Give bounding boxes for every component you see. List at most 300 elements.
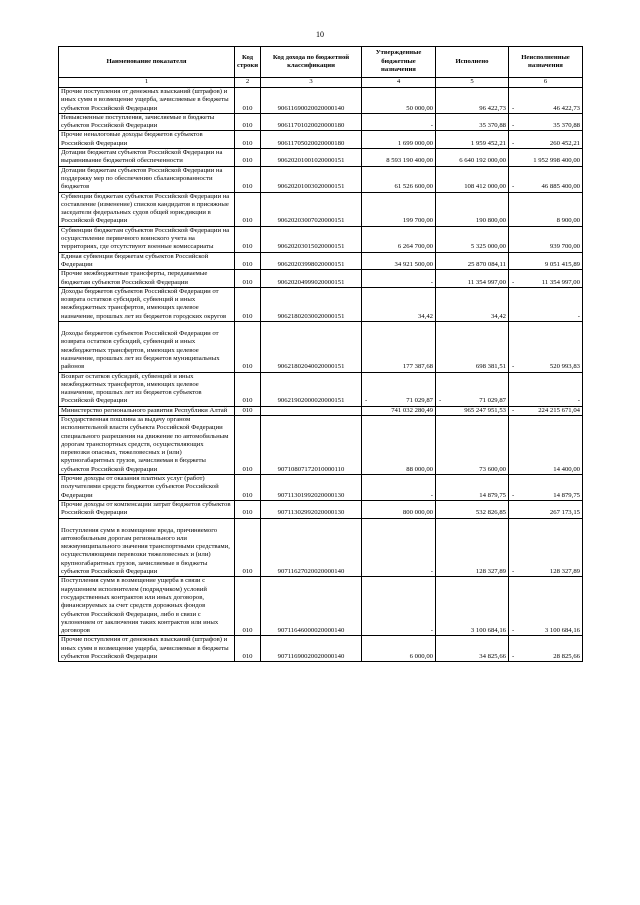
budget-code-cell: 90711646000020000140 <box>261 577 362 636</box>
amount-value: 128 327,89 <box>549 568 580 576</box>
amount-value: 34 825,66 <box>479 653 506 660</box>
negative-sign: - <box>512 122 515 130</box>
indicator-name: Государственная пошлина за выдачу органом исполнительной власти субъекта Российской Федерации специального разрешения на движение по автомобильным дорогам транспортных средств, осуществляющих перевозки опасных, тяжеловесных и (или) крупногабаритных грузов, зачисляемая в бюджеты субъектов Российской Федерации <box>61 415 229 473</box>
table-row <box>59 287 583 321</box>
budget-code-cell: 90620203007020000151 <box>261 192 362 226</box>
unexecuted-cell <box>509 226 583 252</box>
amount-wrap <box>438 313 506 321</box>
approved-cell <box>362 88 436 114</box>
amount-wrap <box>511 627 580 635</box>
approved-cell <box>362 372 436 406</box>
line-code-cell: 010 <box>235 518 261 577</box>
amount-wrap <box>511 466 580 474</box>
unexecuted-cell <box>509 131 583 149</box>
indicator-name-cell <box>59 372 235 406</box>
negative-sign <box>438 627 439 635</box>
indicator-name: Дотации бюджетам субъектов Российской Федерации на выравнивание бюджетной обеспеченности <box>61 149 223 165</box>
indicator-name: Единая субвенция бюджетам субъектов Российской Федерации <box>61 252 209 268</box>
negative-sign: - <box>512 363 515 371</box>
header-budget-code: Код дохода по бюджетной классификации <box>261 47 362 78</box>
amount-wrap <box>364 492 433 500</box>
amount-wrap <box>364 157 433 165</box>
budget-code-cell: 90711302992020000130 <box>261 500 362 518</box>
amount-value: 800 000,00 <box>402 509 433 517</box>
table-row <box>59 252 583 270</box>
amount-value: 14 879,75 <box>553 491 580 499</box>
indicator-name-cell <box>59 131 235 149</box>
executed-cell <box>436 322 509 372</box>
executed-cell <box>436 577 509 636</box>
negative-sign <box>438 157 439 165</box>
unexecuted-cell <box>509 113 583 131</box>
amount-value: 6 640 192 000,00 <box>459 157 506 165</box>
amount-value: 88 000,00 <box>406 465 433 473</box>
negative-sign <box>364 183 365 191</box>
indicator-name: Прочие доходы от компенсации затрат бюджетов субъектов Российской Федерации <box>61 500 231 517</box>
budget-code-cell: 90620203998020000151 <box>261 252 362 270</box>
unexecuted-cell <box>509 322 583 372</box>
approved-cell <box>362 149 436 167</box>
negative-sign <box>364 122 365 130</box>
amount-value: - <box>430 491 433 499</box>
negative-sign: - <box>512 406 515 414</box>
amount-value: 46 885 400,00 <box>541 183 580 191</box>
table-row <box>59 500 583 518</box>
indicator-name: Прочие поступления от денежных взысканий (штрафов) и иных сумм в возмещение ущерба, зачисляемые в бюджеты субъектов Российской Федерации <box>61 88 229 112</box>
amount-wrap <box>364 261 433 269</box>
amount-wrap <box>438 466 506 474</box>
negative-sign <box>438 243 439 251</box>
approved-cell <box>362 287 436 321</box>
amount-wrap <box>511 509 580 517</box>
negative-sign: - <box>512 104 515 112</box>
table-row <box>59 322 583 372</box>
amount-wrap <box>364 183 433 191</box>
executed-cell <box>436 252 509 270</box>
approved-cell <box>362 322 436 372</box>
amount-value: - <box>430 627 433 635</box>
negative-sign <box>364 157 365 165</box>
executed-cell <box>436 406 509 415</box>
amount-wrap <box>438 279 506 287</box>
amount-value: 520 993,83 <box>549 363 580 371</box>
indicator-name-cell <box>59 226 235 252</box>
unexecuted-cell <box>509 415 583 474</box>
table-row <box>59 415 583 474</box>
amount-wrap <box>438 105 506 113</box>
header-row <box>59 47 583 78</box>
column-number: 2 <box>235 78 261 88</box>
budget-code-cell: 90620201001020000151 <box>261 149 362 167</box>
executed-cell <box>436 287 509 321</box>
budget-code-cell <box>261 406 362 415</box>
indicator-name: Дотации бюджетам субъектов Российской Федерации на поддержку мер по обеспечению сбалансированности бюджетов <box>61 166 223 191</box>
negative-sign <box>438 105 439 113</box>
negative-sign <box>438 122 439 130</box>
amount-value: 34,42 <box>490 312 506 320</box>
amount-value: 46 422,73 <box>553 104 580 112</box>
amount-wrap <box>511 397 580 405</box>
negative-sign <box>364 653 365 661</box>
amount-value: 35 370,88 <box>479 122 506 130</box>
indicator-name-cell <box>59 252 235 270</box>
line-code-cell: 010 <box>235 226 261 252</box>
negative-sign <box>438 261 439 269</box>
line-code-cell: 010 <box>235 88 261 114</box>
amount-value: 34,42 <box>417 312 433 320</box>
amount-value: 9 051 415,89 <box>544 260 580 268</box>
amount-wrap <box>511 261 580 269</box>
indicator-name: Доходы бюджетов субъектов Российской Федерации от возврата остатков субсидий, субвенций и иных межбюджетных трансфертов, имеющих целевое назначение, прошлых лет из бюджетов городских округов <box>61 287 227 320</box>
negative-sign <box>438 279 439 287</box>
line-code-cell: 010 <box>235 475 261 501</box>
amount-wrap <box>438 261 506 269</box>
amount-value: 25 870 084,11 <box>467 260 506 268</box>
budget-code-cell: 90711301992020000130 <box>261 475 362 501</box>
negative-sign <box>364 568 365 576</box>
indicator-name: Невыясненные поступления, зачисляемые в бюджеты субъектов Российской Федерации <box>61 113 215 130</box>
amount-value: 177 387,68 <box>402 363 433 371</box>
amount-wrap <box>511 243 580 251</box>
budget-code-cell: 90621802030020000151 <box>261 287 362 321</box>
unexecuted-cell <box>509 252 583 270</box>
line-code-cell: 010 <box>235 131 261 149</box>
unexecuted-cell <box>509 287 583 321</box>
executed-cell <box>436 88 509 114</box>
amount-wrap <box>438 509 506 517</box>
indicator-name-cell <box>59 88 235 114</box>
amount-value: 34 921 500,00 <box>394 260 433 268</box>
amount-value: 14 400,00 <box>553 465 580 473</box>
amount-value: - <box>430 122 433 130</box>
line-code-cell: 010 <box>235 415 261 474</box>
table-row <box>59 372 583 406</box>
amount-value: 28 825,66 <box>553 653 580 660</box>
approved-cell <box>362 270 436 288</box>
executed-cell <box>436 372 509 406</box>
indicator-name-cell <box>59 518 235 577</box>
header-executed: Исполнено <box>436 47 509 78</box>
line-code-cell: 010 <box>235 636 261 662</box>
header-approved: Утвержденные бюджетные назначения <box>362 47 436 78</box>
amount-wrap <box>438 407 506 415</box>
amount-wrap <box>364 122 433 130</box>
row-spacer <box>61 519 232 527</box>
amount-wrap <box>438 217 506 225</box>
negative-sign <box>511 157 512 165</box>
amount-wrap <box>511 105 580 113</box>
unexecuted-cell <box>509 500 583 518</box>
amount-value: 3 100 684,16 <box>470 627 506 635</box>
amount-value: 8 593 190 400,00 <box>386 157 433 165</box>
negative-sign <box>511 397 512 405</box>
indicator-name: Прочие неналоговые доходы бюджетов субъектов Российской Федерации <box>61 131 203 147</box>
header-line-code: Код строки <box>235 47 261 78</box>
unexecuted-cell <box>509 518 583 577</box>
approved-cell <box>362 415 436 474</box>
negative-sign <box>438 407 439 415</box>
amount-value: 1 952 998 400,00 <box>533 157 580 165</box>
amount-wrap <box>438 492 506 500</box>
amount-wrap <box>364 363 433 371</box>
negative-sign <box>511 217 512 225</box>
amount-wrap <box>438 627 506 635</box>
amount-wrap <box>364 279 433 287</box>
indicator-name-cell <box>59 192 235 226</box>
budget-code-cell: 90711690020020000140 <box>261 636 362 662</box>
budget-code-cell: 90621902000020000151 <box>261 372 362 406</box>
unexecuted-cell <box>509 270 583 288</box>
amount-value: 6 000,00 <box>409 653 433 660</box>
indicator-name-cell <box>59 166 235 192</box>
unexecuted-cell <box>509 88 583 114</box>
amount-wrap <box>438 157 506 165</box>
amount-wrap <box>438 363 506 371</box>
negative-sign <box>364 243 365 251</box>
negative-sign <box>364 261 365 269</box>
unexecuted-cell <box>509 149 583 167</box>
amount-value: 939 700,00 <box>549 243 580 251</box>
table-row <box>59 149 583 167</box>
budget-code-cell: 90711627020020000140 <box>261 518 362 577</box>
approved-cell <box>362 131 436 149</box>
unexecuted-cell <box>509 192 583 226</box>
negative-sign: - <box>512 183 515 191</box>
executed-cell <box>436 636 509 662</box>
amount-wrap <box>364 217 433 225</box>
executed-cell <box>436 192 509 226</box>
budget-code-cell: 90611690020020000140 <box>261 88 362 114</box>
table-row <box>59 192 583 226</box>
amount-value: 71 029,87 <box>406 397 433 405</box>
line-code-cell: 010 <box>235 113 261 131</box>
approved-cell <box>362 406 436 415</box>
negative-sign <box>511 243 512 251</box>
budget-code-cell: 90620201003020000151 <box>261 166 362 192</box>
amount-value: 965 247 951,53 <box>464 406 506 414</box>
table-row <box>59 406 583 415</box>
budget-code-cell: 90710807172010000110 <box>261 415 362 474</box>
table-row <box>59 166 583 192</box>
amount-wrap <box>364 627 433 635</box>
amount-wrap <box>364 407 433 415</box>
negative-sign <box>438 140 439 148</box>
executed-cell <box>436 500 509 518</box>
amount-wrap <box>438 183 506 191</box>
amount-value: 260 452,21 <box>549 139 580 147</box>
executed-cell <box>436 149 509 167</box>
indicator-name: Прочие поступления от денежных взысканий (штрафов) и иных сумм в возмещение ущерба, зачисляемые в бюджеты субъектов Российской Федерации <box>61 636 229 660</box>
column-number-row <box>59 78 583 88</box>
unexecuted-cell <box>509 166 583 192</box>
amount-wrap <box>438 397 506 405</box>
amount-wrap <box>364 397 433 405</box>
amount-wrap <box>511 492 580 500</box>
header-indicator-name: Наименование показателя <box>59 47 235 78</box>
executed-cell <box>436 131 509 149</box>
executed-cell <box>436 270 509 288</box>
amount-value: - <box>577 312 580 320</box>
table-row <box>59 113 583 131</box>
amount-wrap <box>438 122 506 130</box>
negative-sign <box>511 313 512 321</box>
amount-wrap <box>364 509 433 517</box>
amount-value: 1 959 452,21 <box>470 139 506 147</box>
amount-value: 224 215 671,04 <box>538 406 580 414</box>
amount-value: 50 000,00 <box>406 104 433 112</box>
unexecuted-cell <box>509 475 583 501</box>
indicator-name-cell <box>59 270 235 288</box>
budget-code-cell: 90620203015020000151 <box>261 226 362 252</box>
indicator-name: Прочие межбюджетные трансферты, передаваемые бюджетам субъектов Российской Федерации <box>61 270 208 286</box>
unexecuted-cell <box>509 577 583 636</box>
indicator-name: Доходы бюджетов субъектов Российской Федерации от возврата остатков субсидий, субвенций и иных межбюджетных трансфертов, имеющих целевое назначение, прошлых лет из бюджетов муниципальных районов <box>61 330 220 371</box>
amount-wrap <box>364 105 433 113</box>
amount-value: 741 032 280,49 <box>391 406 433 414</box>
approved-cell <box>362 475 436 501</box>
approved-cell <box>362 166 436 192</box>
negative-sign <box>438 653 439 661</box>
amount-value: 698 381,51 <box>475 363 506 371</box>
table-row <box>59 518 583 577</box>
table-row <box>59 270 583 288</box>
indicator-name-cell <box>59 406 235 415</box>
indicator-name: Поступления сумм в возмещение вреда, причиняемого автомобильным дорогам регионального или межмуниципального значения транспортными средствами, осуществляющими перевозки тяжеловесных и (или) крупногабаритных грузов, зачисляемые в бюджеты субъектов Российской Федерации <box>61 526 230 576</box>
header-unexecuted: Неисполненные назначения <box>509 47 583 78</box>
amount-wrap <box>511 157 580 165</box>
amount-value: 199 700,00 <box>402 217 433 225</box>
line-code-cell: 010 <box>235 500 261 518</box>
negative-sign <box>438 217 439 225</box>
line-code-cell: 010 <box>235 372 261 406</box>
amount-wrap <box>364 653 433 661</box>
table-row <box>59 131 583 149</box>
negative-sign <box>364 509 365 517</box>
negative-sign <box>364 313 365 321</box>
budget-code-cell: 90611705020020000180 <box>261 131 362 149</box>
amount-value: 14 879,75 <box>479 491 506 499</box>
executed-cell <box>436 166 509 192</box>
approved-cell <box>362 500 436 518</box>
line-code-cell: 010 <box>235 322 261 372</box>
amount-value: - <box>577 397 580 405</box>
negative-sign: - <box>512 278 515 286</box>
negative-sign <box>364 492 365 500</box>
executed-cell <box>436 415 509 474</box>
amount-wrap <box>438 243 506 251</box>
page-number: 10 <box>316 30 324 39</box>
unexecuted-cell <box>509 406 583 415</box>
approved-cell <box>362 226 436 252</box>
amount-wrap <box>364 466 433 474</box>
approved-cell <box>362 636 436 662</box>
amount-value: 190 800,00 <box>475 217 506 225</box>
indicator-name-cell <box>59 287 235 321</box>
amount-value: 61 526 600,00 <box>394 183 433 191</box>
negative-sign: - <box>512 568 515 576</box>
amount-wrap <box>438 568 506 576</box>
negative-sign: - <box>512 627 515 635</box>
negative-sign: - <box>512 139 515 147</box>
amount-value: 71 029,87 <box>479 397 506 405</box>
line-code-cell: 010 <box>235 252 261 270</box>
amount-wrap <box>511 653 580 661</box>
amount-value: 6 264 700,00 <box>397 243 433 251</box>
income-report-table <box>58 46 583 662</box>
indicator-name-cell <box>59 500 235 518</box>
amount-value: - <box>430 278 433 286</box>
negative-sign <box>364 466 365 474</box>
amount-value: 8 900,00 <box>556 217 580 225</box>
indicator-name-cell <box>59 113 235 131</box>
negative-sign <box>364 279 365 287</box>
executed-cell <box>436 226 509 252</box>
amount-wrap <box>438 653 506 661</box>
indicator-name-cell <box>59 149 235 167</box>
negative-sign <box>438 509 439 517</box>
budget-code-cell: 90620204999020000151 <box>261 270 362 288</box>
amount-value: 1 699 000,00 <box>397 139 433 147</box>
negative-sign <box>364 627 365 635</box>
indicator-name: Субвенции бюджетам субъектов Российской Федерации на осуществление первичного воинского учета на территориях, где отсутствуют военные комиссариаты <box>61 226 230 251</box>
approved-cell <box>362 192 436 226</box>
negative-sign <box>438 466 439 474</box>
amount-wrap <box>364 140 433 148</box>
indicator-name: Поступления сумм в возмещение ущерба в связи с нарушением исполнителем (подрядчиком) условий государственных контрактов или иных договоров, финансируемых за счет средств дорожных фондов субъектов Российской Федерации, либо в связи с уклонением от заключения таких контрактов или иных договоров <box>61 577 219 635</box>
indicator-name: Субвенции бюджетам субъектов Российской Федерации на составление (изменение) списков кандидатов в присяжные заседатели федеральных судов общей юрисдикции в Российской Федерации <box>61 192 230 225</box>
negative-sign <box>364 407 365 415</box>
amount-wrap <box>511 183 580 191</box>
negative-sign <box>511 261 512 269</box>
budget-code-cell: 90611701020020000180 <box>261 113 362 131</box>
executed-cell <box>436 475 509 501</box>
amount-wrap <box>511 122 580 130</box>
indicator-name-cell <box>59 577 235 636</box>
negative-sign <box>511 509 512 517</box>
amount-value: 73 600,00 <box>479 465 506 473</box>
amount-value: 11 354 997,00 <box>467 278 506 286</box>
line-code-cell: 010 <box>235 270 261 288</box>
indicator-name: Прочие доходы от оказания платных услуг (работ) получателями средств бюджетов субъектов Российской Федерации <box>61 475 219 499</box>
column-number: 6 <box>509 78 583 88</box>
amount-value: - <box>430 568 433 576</box>
amount-wrap <box>511 407 580 415</box>
report-body <box>59 88 583 662</box>
indicator-name-cell <box>59 475 235 501</box>
negative-sign: - <box>512 491 515 499</box>
table-row <box>59 88 583 114</box>
table-row <box>59 636 583 662</box>
amount-value: 11 354 997,00 <box>541 278 580 286</box>
amount-wrap <box>511 279 580 287</box>
indicator-name: Возврат остатков субсидий, субвенций и иных межбюджетных трансфертов, имеющих целевое назначение, прошлых лет из бюджетов субъектов Российской Федерации <box>61 372 202 405</box>
table-row <box>59 475 583 501</box>
amount-value: 5 325 000,00 <box>470 243 506 251</box>
negative-sign <box>364 105 365 113</box>
budget-code-cell: 90621802040020000151 <box>261 322 362 372</box>
negative-sign <box>438 492 439 500</box>
table-row <box>59 226 583 252</box>
indicator-name: Министерство регионального развития Республики Алтай <box>61 406 228 414</box>
column-number: 1 <box>59 78 235 88</box>
line-code-cell: 010 <box>235 192 261 226</box>
approved-cell <box>362 252 436 270</box>
row-spacer <box>61 322 232 330</box>
column-number: 5 <box>436 78 509 88</box>
amount-wrap <box>364 313 433 321</box>
amount-wrap <box>511 568 580 576</box>
amount-wrap <box>511 313 580 321</box>
